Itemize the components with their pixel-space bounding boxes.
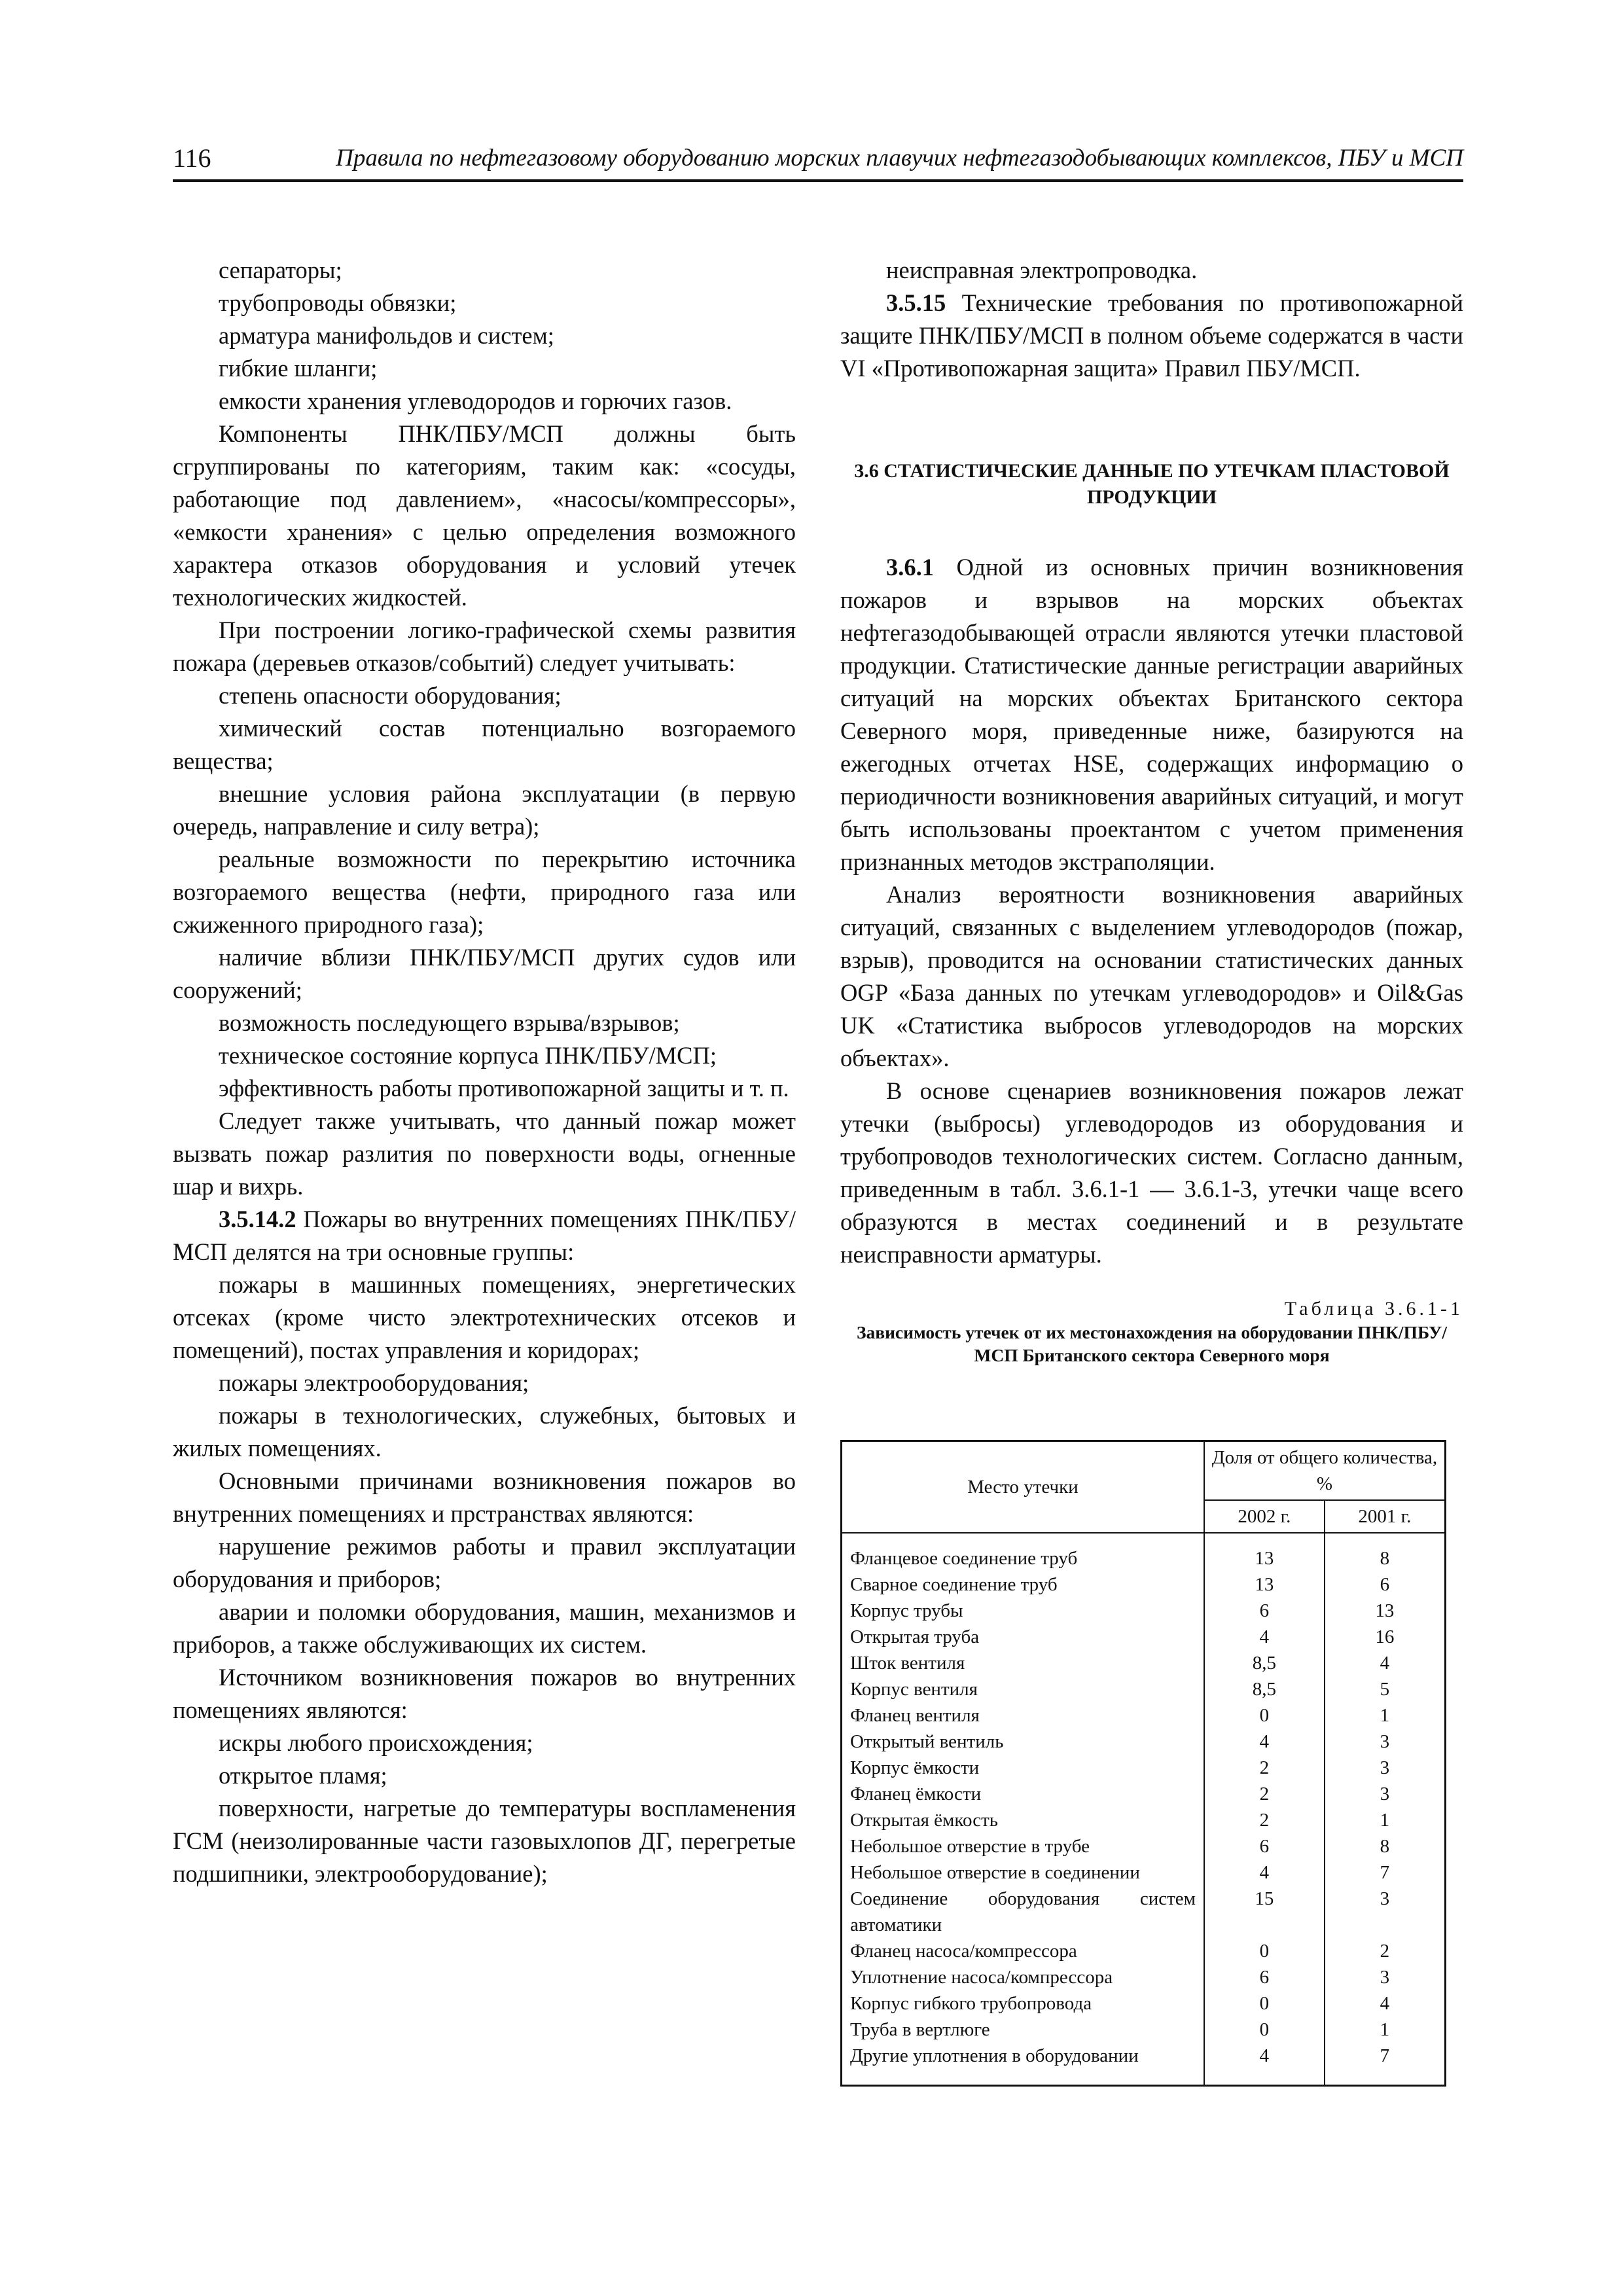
- col-header-share: Доля от общего количества, %: [1204, 1441, 1446, 1501]
- section-heading: 3.6 СТАТИСТИЧЕСКИЕ ДАННЫЕ ПО УТЕЧКАМ ПЛАСТОВОЙ ПРОДУКЦИИ: [854, 460, 1450, 508]
- paragraph: [173, 1007, 796, 1039]
- paragraph: [173, 679, 796, 712]
- paragraph-text: поверхности, нагретые до температуры воспламенения ГСМ (неизолированные части газовыхлопов ДГ, перегретые подшипники, электрооборудование);: [173, 1795, 796, 1887]
- paragraph-text: нарушение режимов работы и правил эксплуатации оборудования и приборов;: [173, 1533, 796, 1592]
- value-2002-cell: 6: [1204, 1964, 1325, 1990]
- right-top-text: [840, 254, 1463, 385]
- paragraph: [173, 712, 796, 778]
- paragraph: [173, 843, 796, 941]
- value-2001-cell: 6: [1325, 1571, 1446, 1598]
- value-2001-cell: 3: [1325, 1781, 1446, 1807]
- paragraph-text: гибкие шланги;: [219, 355, 378, 382]
- value-2002-cell: 4: [1204, 2043, 1325, 2086]
- leak-place-cell: Труба в вертлюге: [850, 2019, 990, 2040]
- leak-place-cell: Открытая труба: [850, 1626, 980, 1647]
- clause-number: 3.5.14.2: [219, 1206, 296, 1232]
- paragraph: [173, 1105, 796, 1203]
- header-rule: [173, 179, 1463, 182]
- leak-place-cell: Фланец ёмкости: [850, 1784, 982, 1804]
- value-2001-cell: 3: [1325, 1755, 1446, 1781]
- leak-place-cell: Открытый вентиль: [850, 1731, 1004, 1752]
- leak-place-cell: Корпус ёмкости: [850, 1757, 980, 1778]
- paragraph: [173, 1367, 796, 1399]
- value-2002-cell: 0: [1204, 2017, 1325, 2043]
- table-row: [842, 2043, 1446, 2086]
- value-2001-cell: 4: [1325, 1990, 1446, 2017]
- paragraph-text: При построении логико-графической схемы развития пожара (деревьев отказов/событий) следует учитывать:: [173, 617, 796, 676]
- col-header-place: Место утечки: [842, 1441, 1205, 1534]
- value-2002-cell: 8,5: [1204, 1650, 1325, 1676]
- value-2002-cell: 8,5: [1204, 1676, 1325, 1702]
- value-2002-cell: 4: [1204, 1859, 1325, 1886]
- value-2001-cell: 16: [1325, 1624, 1446, 1650]
- paragraph: [173, 1268, 796, 1367]
- table-label: Таблица 3.6.1-1: [1284, 1298, 1463, 1319]
- leak-place-cell: Небольшое отверстие в соединении: [850, 1862, 1140, 1883]
- value-2001-cell: 7: [1325, 1859, 1446, 1886]
- paragraph: [173, 1596, 796, 1661]
- value-2002-cell: 4: [1204, 1729, 1325, 1755]
- paragraph-text: возможность последующего взрыва/взрывов;: [219, 1009, 680, 1036]
- value-2002-cell: 0: [1204, 1990, 1325, 2017]
- value-2001-cell: 3: [1325, 1964, 1446, 1990]
- paragraph-text: пожары в технологических, служебных, бытовых и жилых помещениях.: [173, 1402, 796, 1462]
- paragraph-text: внешние условия района эксплуатации (в первую очередь, направление и силу ветра);: [173, 780, 796, 840]
- paragraph: [173, 1792, 796, 1890]
- paragraph: [173, 1203, 796, 1268]
- paragraph-text: химический состав потенциально возгораемого вещества;: [173, 715, 796, 774]
- paragraph: [173, 385, 796, 418]
- leak-place-cell: Фланцевое соединение труб: [850, 1548, 1078, 1569]
- value-2001-cell: 4: [1325, 1650, 1446, 1676]
- paragraph-text: наличие вблизи ПНК/ПБУ/МСП других судов или сооружений;: [173, 944, 796, 1003]
- table-row: [842, 2017, 1446, 2043]
- clause-number: 3.6.1: [886, 554, 934, 581]
- table-row: [842, 1964, 1446, 1990]
- value-2001-cell: 8: [1325, 1833, 1446, 1859]
- table-row: [842, 1833, 1446, 1859]
- paragraph-text: емкости хранения углеводородов и горючих газов.: [219, 387, 732, 414]
- paragraph: [840, 287, 1463, 385]
- paragraph: [173, 1072, 796, 1105]
- clause-number: 3.5.15: [886, 289, 946, 316]
- leak-place-cell: Другие уплотнения в оборудовании: [850, 2045, 1139, 2066]
- paragraph-text: арматура манифольдов и систем;: [219, 322, 554, 349]
- value-2002-cell: 2: [1204, 1755, 1325, 1781]
- paragraph: [173, 319, 796, 352]
- paragraph-text: пожары электрооборудования;: [219, 1369, 529, 1396]
- table-row: [842, 1781, 1446, 1807]
- paragraph-text: Анализ вероятности возникновения аварийных ситуаций, связанных с выделением углеводородов (пожар, взрыв), проводится на основании статистических данных OGP «База данных по утечкам углеводородов» и Oil&Gas UK «Статистика выбросов углеводородов на морских объектах».: [840, 881, 1463, 1071]
- paragraph: [173, 1530, 796, 1596]
- paragraph: [173, 418, 796, 614]
- paragraph: [840, 551, 1463, 878]
- paragraph: [840, 254, 1463, 287]
- table-row: [842, 1598, 1446, 1624]
- leak-place-cell: Небольшое отверстие в трубе: [850, 1836, 1090, 1857]
- table-body: [842, 1533, 1446, 2086]
- value-2002-cell: 0: [1204, 1702, 1325, 1729]
- table-row: [842, 1571, 1446, 1598]
- table-row: [842, 1676, 1446, 1702]
- paragraph: [173, 941, 796, 1007]
- paragraph-text: Источником возникновения пожаров во внутренних помещениях являются:: [173, 1664, 796, 1723]
- paragraph-text: степень опасности оборудования;: [219, 682, 562, 709]
- paragraph: [173, 778, 796, 843]
- leak-place-cell: Шток вентиля: [850, 1653, 965, 1674]
- paragraph: [173, 1759, 796, 1792]
- table-row: [842, 1807, 1446, 1833]
- paragraph: [173, 1727, 796, 1759]
- paragraph-text: пожары в машинных помещениях, энергетических отсеках (кроме чисто электротехнических отсеков и помещений), постах управления и коридорах;: [173, 1271, 796, 1363]
- leak-place-cell: Открытая ёмкость: [850, 1810, 999, 1831]
- paragraph-text: Основными причинами возникновения пожаров во внутренних помещениях и прстранствах являются:: [173, 1467, 796, 1527]
- leak-place-cell: Фланец вентиля: [850, 1705, 980, 1726]
- table-row: [842, 1990, 1446, 2017]
- value-2002-cell: 15: [1204, 1886, 1325, 1938]
- paragraph: [173, 1039, 796, 1072]
- paragraph-text: техническое состояние корпуса ПНК/ПБУ/МСП;: [219, 1042, 717, 1069]
- right-body-text: [840, 551, 1463, 1271]
- table-row: [842, 1702, 1446, 1729]
- value-2001-cell: 1: [1325, 1702, 1446, 1729]
- paragraph-text: реальные возможности по перекрытию источника возгораемого вещества (нефти, природного газа или сжиженного природного газа);: [173, 846, 796, 938]
- table-row: [842, 1886, 1446, 1938]
- leak-place-cell: Корпус гибкого трубопровода: [850, 1993, 1092, 2014]
- left-column: [173, 254, 796, 1890]
- paragraph: [173, 254, 796, 287]
- table-row: [842, 1650, 1446, 1676]
- page-number: 116: [173, 143, 211, 173]
- table-row: [842, 1624, 1446, 1650]
- paragraph-text: трубопроводы обвязки;: [219, 289, 457, 316]
- table-row: [842, 1533, 1446, 1571]
- col-header-2001: 2001 г.: [1325, 1500, 1446, 1533]
- value-2001-cell: 8: [1325, 1533, 1446, 1571]
- paragraph: [173, 614, 796, 679]
- value-2002-cell: 6: [1204, 1598, 1325, 1624]
- paragraph: [173, 1465, 796, 1530]
- page-header: [173, 143, 1463, 182]
- value-2002-cell: 2: [1204, 1807, 1325, 1833]
- leak-place-cell: Соединение оборудования систем автоматики: [850, 1888, 1196, 1935]
- paragraph-text: эффективность работы противопожарной защиты и т. п.: [219, 1075, 789, 1102]
- paragraph-text: неисправная электропроводка.: [886, 257, 1198, 283]
- col-header-2002: 2002 г.: [1204, 1500, 1325, 1533]
- paragraph-text: открытое пламя;: [219, 1762, 387, 1789]
- paragraph: [173, 1399, 796, 1465]
- right-column: [840, 254, 1463, 1367]
- paragraph-text: сепараторы;: [219, 257, 342, 283]
- paragraph-text: Одной из основных причин возникновения пожаров и взрывов на морских объектах нефтегазодобывающей отрасли являются утечки пластовой продукции. Статистические данные регистрации аварийных ситуаций на морских объектах Британского сектора Северного моря, приведенные ниже, базируются на ежегодных отчетах HSE, содержащих информацию о периодичности возникновения аварийных ситуаций, и могут быть использованы проектантом с учетом применения признанных методов экстраполяции.: [840, 554, 1463, 875]
- running-title: Правила по нефтегазовому оборудованию морских плавучих нефтегазодобывающих комплексов, ПБУ и МСП: [336, 145, 1463, 171]
- leak-place-cell: Фланец насоса/компрессора: [850, 1941, 1077, 1962]
- table-row: [842, 1938, 1446, 1964]
- paragraph: [840, 878, 1463, 1075]
- value-2001-cell: 1: [1325, 1807, 1446, 1833]
- paragraph: [173, 1661, 796, 1727]
- paragraph-text: Компоненты ПНК/ПБУ/МСП должны быть сгруппированы по категориям, таким как: «сосуды, работающие под давлением», «насосы/компрессоры», «емкости хранения» с целью определения возможного характера отказов оборудования и условий утечек технологических жидкостей.: [173, 420, 796, 611]
- paragraph-text: Пожары во внутренних помещениях ПНК/ПБУ/МСП делятся на три основные группы:: [173, 1206, 796, 1265]
- value-2001-cell: 3: [1325, 1886, 1446, 1938]
- value-2002-cell: 2: [1204, 1781, 1325, 1807]
- paragraph: [173, 352, 796, 385]
- leak-place-cell: Сварное соединение труб: [850, 1574, 1058, 1595]
- value-2001-cell: 3: [1325, 1729, 1446, 1755]
- value-2001-cell: 5: [1325, 1676, 1446, 1702]
- value-2002-cell: 4: [1204, 1624, 1325, 1650]
- value-2001-cell: 2: [1325, 1938, 1446, 1964]
- leak-place-cell: Уплотнение насоса/компрессора: [850, 1967, 1113, 1988]
- value-2002-cell: 0: [1204, 1938, 1325, 1964]
- paragraph: [840, 1075, 1463, 1271]
- leak-place-cell: Корпус вентиля: [850, 1679, 978, 1700]
- table-row: [842, 1859, 1446, 1886]
- leak-table: [840, 1440, 1446, 2087]
- paragraph: [173, 287, 796, 319]
- paragraph-text: В основе сценариев возникновения пожаров лежат утечки (выбросы) углеводородов из оборудования и трубопроводов технологических систем. Согласно данным, приведенным в табл. 3.6.1-1 — 3.6.1-3, утечки чаще всего образуются в местах соединений и в результате неисправности арматуры.: [840, 1077, 1463, 1268]
- paragraph-text: Технические требования по противопожарной защите ПНК/ПБУ/МСП в полном объеме содержатся в части VI «Противопожарная защита» Правил ПБУ/МСП.: [840, 289, 1463, 382]
- value-2001-cell: 7: [1325, 2043, 1446, 2086]
- value-2002-cell: 13: [1204, 1533, 1325, 1571]
- value-2002-cell: 13: [1204, 1571, 1325, 1598]
- paragraph-text: аварии и поломки оборудования, машин, механизмов и приборов, а также обслуживающих их систем.: [173, 1598, 796, 1658]
- table-row: [842, 1755, 1446, 1781]
- value-2001-cell: 1: [1325, 2017, 1446, 2043]
- table-row: [842, 1729, 1446, 1755]
- paragraph-text: искры любого происхождения;: [219, 1729, 533, 1756]
- value-2002-cell: 6: [1204, 1833, 1325, 1859]
- paragraph-text: Следует также учитывать, что данный пожар может вызвать пожар разлития по поверхности воды, огненные шар и вихрь.: [173, 1107, 796, 1200]
- table-caption: Зависимость утечек от их местонахождения на оборудовании ПНК/ПБУ/МСП Британского сектора Северного моря: [856, 1322, 1448, 1365]
- value-2001-cell: 13: [1325, 1598, 1446, 1624]
- leak-place-cell: Корпус трубы: [850, 1600, 963, 1621]
